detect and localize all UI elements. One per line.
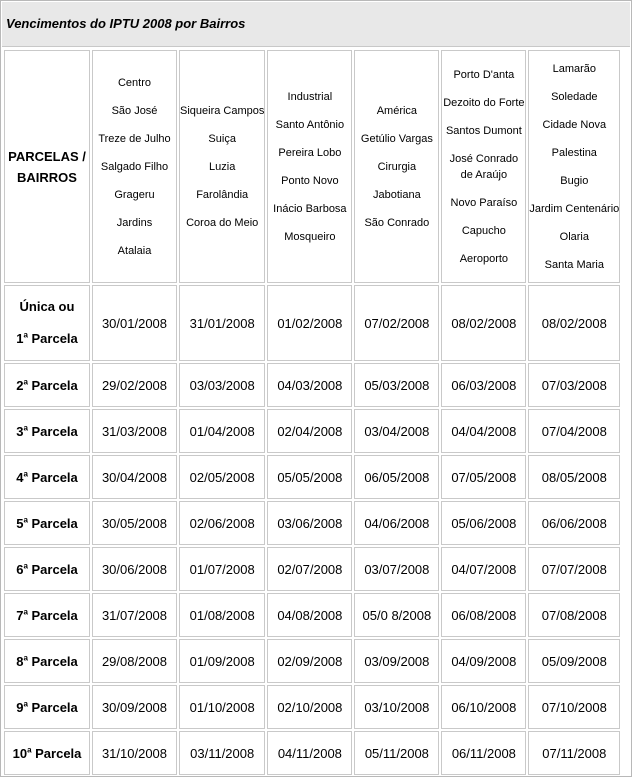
due-date-cell: 07/02/2008 xyxy=(354,285,439,361)
bairros-list xyxy=(268,83,351,251)
due-date-cell: 02/09/2008 xyxy=(267,639,352,683)
page-title: Vencimentos do IPTU 2008 por Bairros xyxy=(6,16,246,31)
due-date-cell: 05/05/2008 xyxy=(267,455,352,499)
parcela-label-cell xyxy=(4,501,90,545)
due-date-cell: 02/10/2008 xyxy=(267,685,352,729)
parcela-number: 2 xyxy=(16,377,24,393)
parcela-label-cell xyxy=(4,639,90,683)
parcela-label-cell xyxy=(4,285,90,361)
due-date-cell: 08/05/2008 xyxy=(528,455,620,499)
due-date-cell: 07/10/2008 xyxy=(528,685,620,729)
header-label-cell xyxy=(4,50,90,283)
bairro-name: Cirurgia xyxy=(377,160,417,173)
due-date-cell: 06/08/2008 xyxy=(441,593,526,637)
due-date-cell: 29/02/2008 xyxy=(92,363,177,407)
parcela-label xyxy=(5,746,89,761)
bairro-name: Getúlio Vargas xyxy=(360,132,433,145)
header-label: PARCELAS / BAIRROS xyxy=(8,148,86,185)
parcela-label xyxy=(5,516,89,531)
bairro-name: Industrial xyxy=(287,90,333,103)
bairro-name: Jabotiana xyxy=(373,188,421,201)
title-bar xyxy=(2,2,630,47)
bairros-list xyxy=(93,69,176,265)
bairro-name: Olaria xyxy=(559,230,589,243)
parcela-row xyxy=(4,685,620,729)
due-date-cell: 05/11/2008 xyxy=(354,731,439,775)
parcela-word: Parcela xyxy=(31,423,78,439)
due-date-cell: 30/01/2008 xyxy=(92,285,177,361)
parcela-word: Parcela xyxy=(31,561,78,577)
due-date-cell: 04/11/2008 xyxy=(267,731,352,775)
due-date-cell: 03/07/2008 xyxy=(354,547,439,591)
bairros-column-5 xyxy=(441,50,526,283)
parcela-row xyxy=(4,363,620,407)
due-date-cell: 29/08/2008 xyxy=(92,639,177,683)
parcela-row xyxy=(4,501,620,545)
parcela-label-cell xyxy=(4,593,90,637)
parcela-word: Parcela xyxy=(35,745,82,761)
parcela-ordinal: a xyxy=(23,469,28,479)
due-date-cell: 02/06/2008 xyxy=(179,501,265,545)
due-date-cell: 07/03/2008 xyxy=(528,363,620,407)
parcela-row xyxy=(4,547,620,591)
parcela-label-cell xyxy=(4,731,90,775)
header-row xyxy=(4,50,620,283)
parcela-number: 8 xyxy=(16,653,24,669)
parcela-word: Parcela xyxy=(31,377,78,393)
bairro-name: Coroa do Meio xyxy=(186,216,259,229)
due-date-cell: 31/10/2008 xyxy=(92,731,177,775)
bairro-name: José Conrado de Araújo xyxy=(449,152,519,181)
parcela-ordinal: a xyxy=(23,561,28,571)
bairro-name: Centro xyxy=(117,76,152,89)
due-date-cell: 03/11/2008 xyxy=(179,731,265,775)
bairros-list xyxy=(442,61,525,273)
parcela-number: 3 xyxy=(16,423,24,439)
parcela-ordinal: a xyxy=(23,330,28,340)
due-date-cell: 04/09/2008 xyxy=(441,639,526,683)
due-date-cell: 06/03/2008 xyxy=(441,363,526,407)
due-date-cell: 03/06/2008 xyxy=(267,501,352,545)
bairro-name: Santos Dumont xyxy=(445,124,522,137)
bairro-name: América xyxy=(376,104,418,117)
bairro-name: Treze de Julho xyxy=(98,132,171,145)
parcela-label-cell xyxy=(4,363,90,407)
bairros-list xyxy=(529,55,619,279)
parcela-label xyxy=(5,424,89,439)
bairros-column-1 xyxy=(92,50,177,283)
due-date-cell: 05/06/2008 xyxy=(441,501,526,545)
parcela-label-cell xyxy=(4,685,90,729)
due-date-cell: 01/09/2008 xyxy=(179,639,265,683)
due-date-cell: 05/09/2008 xyxy=(528,639,620,683)
bairro-name: Mosqueiro xyxy=(284,230,336,243)
parcela-label xyxy=(5,378,89,393)
due-date-cell: 01/02/2008 xyxy=(267,285,352,361)
bairro-name: Inácio Barbosa xyxy=(273,202,347,215)
bairro-name: Aeroporto xyxy=(459,252,509,265)
bairro-name: Salgado Filho xyxy=(100,160,169,173)
due-date-cell: 03/10/2008 xyxy=(354,685,439,729)
bairro-name: Dezoito do Forte xyxy=(443,96,525,109)
due-date-cell: 03/03/2008 xyxy=(179,363,265,407)
parcela-ordinal: a xyxy=(23,423,28,433)
bairros-column-4 xyxy=(354,50,439,283)
bairro-name: Cidade Nova xyxy=(542,118,607,131)
parcela-ordinal: a xyxy=(23,607,28,617)
due-date-cell: 31/03/2008 xyxy=(92,409,177,453)
bairro-name: Grageru xyxy=(114,188,155,201)
parcela-label-line1: Única ou xyxy=(19,299,75,314)
bairro-name: Farolândia xyxy=(196,188,249,201)
parcela-row xyxy=(4,285,620,361)
parcela-label xyxy=(5,291,89,355)
due-date-cell: 07/11/2008 xyxy=(528,731,620,775)
parcela-label-cell xyxy=(4,409,90,453)
bairros-column-6 xyxy=(528,50,620,283)
due-date-cell: 02/05/2008 xyxy=(179,455,265,499)
bairro-name: Pereira Lobo xyxy=(278,146,342,159)
parcela-ordinal: a xyxy=(23,377,28,387)
bairro-name: Palestina xyxy=(551,146,597,159)
parcela-number: 6 xyxy=(16,561,24,577)
due-date-cell: 30/04/2008 xyxy=(92,455,177,499)
parcela-row xyxy=(4,593,620,637)
due-date-cell: 05/0 8/2008 xyxy=(354,593,439,637)
parcela-number: 10 xyxy=(12,745,28,761)
due-date-cell: 03/09/2008 xyxy=(354,639,439,683)
bairro-name: Novo Paraíso xyxy=(450,196,518,209)
due-date-cell: 06/06/2008 xyxy=(528,501,620,545)
parcela-row xyxy=(4,455,620,499)
due-date-cell: 07/07/2008 xyxy=(528,547,620,591)
parcela-row xyxy=(4,409,620,453)
parcela-row xyxy=(4,731,620,775)
bairro-name: Ponto Novo xyxy=(281,174,339,187)
parcela-ordinal: a xyxy=(23,653,28,663)
due-date-cell: 30/06/2008 xyxy=(92,547,177,591)
due-date-cell: 02/04/2008 xyxy=(267,409,352,453)
parcela-word: Parcela xyxy=(31,469,78,485)
parcela-word: Parcela xyxy=(31,515,78,531)
due-date-cell: 07/08/2008 xyxy=(528,593,620,637)
bairro-name: Lamarão xyxy=(552,62,597,75)
parcela-ordinal: a xyxy=(27,745,32,755)
parcela-number: 1 xyxy=(16,331,24,346)
bairro-name: Porto D'anta xyxy=(453,68,515,81)
bairros-column-3 xyxy=(267,50,352,283)
due-date-cell: 01/04/2008 xyxy=(179,409,265,453)
bairro-name: Jardim Centenário xyxy=(529,202,620,215)
due-date-cell: 04/06/2008 xyxy=(354,501,439,545)
bairro-name: Suiça xyxy=(208,132,236,145)
due-date-cell: 30/05/2008 xyxy=(92,501,177,545)
parcela-word: Parcela xyxy=(31,331,78,346)
bairro-name: São José xyxy=(111,104,158,117)
parcela-label-cell xyxy=(4,455,90,499)
due-date-cell: 31/07/2008 xyxy=(92,593,177,637)
parcela-word: Parcela xyxy=(31,699,78,715)
parcela-label xyxy=(5,562,89,577)
due-date-cell: 30/09/2008 xyxy=(92,685,177,729)
bairro-name: Jardins xyxy=(116,216,153,229)
parcela-ordinal: a xyxy=(23,515,28,525)
due-date-cell: 04/03/2008 xyxy=(267,363,352,407)
parcela-word: Parcela xyxy=(31,653,78,669)
parcela-number: 9 xyxy=(16,699,24,715)
parcela-label xyxy=(5,608,89,623)
due-date-cell: 04/07/2008 xyxy=(441,547,526,591)
due-date-cell: 01/10/2008 xyxy=(179,685,265,729)
due-date-cell: 05/03/2008 xyxy=(354,363,439,407)
due-date-cell: 06/10/2008 xyxy=(441,685,526,729)
due-date-cell: 04/08/2008 xyxy=(267,593,352,637)
due-date-cell: 31/01/2008 xyxy=(179,285,265,361)
due-date-cell: 08/02/2008 xyxy=(528,285,620,361)
parcela-label xyxy=(5,654,89,669)
bairros-list xyxy=(180,97,264,237)
schedule-table xyxy=(2,48,622,777)
due-date-cell: 01/07/2008 xyxy=(179,547,265,591)
due-date-cell: 03/04/2008 xyxy=(354,409,439,453)
parcela-label xyxy=(5,700,89,715)
due-date-cell: 07/04/2008 xyxy=(528,409,620,453)
bairro-name: Soledade xyxy=(551,90,598,103)
bairros-column-2 xyxy=(179,50,265,283)
due-date-cell: 02/07/2008 xyxy=(267,547,352,591)
bairro-name: Atalaia xyxy=(117,244,152,257)
bairro-name: Luzia xyxy=(209,160,236,173)
due-date-cell: 06/11/2008 xyxy=(441,731,526,775)
bairro-name: Santo Antônio xyxy=(275,118,345,131)
parcela-label xyxy=(5,470,89,485)
parcela-label-line2 xyxy=(5,323,89,355)
bairro-name: Santa Maria xyxy=(544,258,604,271)
due-date-cell: 01/08/2008 xyxy=(179,593,265,637)
bairro-name: Siqueira Campos xyxy=(180,104,265,117)
parcela-label-cell xyxy=(4,547,90,591)
due-date-cell: 07/05/2008 xyxy=(441,455,526,499)
due-date-cell: 04/04/2008 xyxy=(441,409,526,453)
bairro-name: Bugio xyxy=(560,174,589,187)
parcela-number: 5 xyxy=(16,515,24,531)
parcela-number: 4 xyxy=(16,469,24,485)
bairro-name: São Conrado xyxy=(364,216,430,229)
parcela-ordinal: a xyxy=(23,699,28,709)
due-date-cell: 06/05/2008 xyxy=(354,455,439,499)
parcela-word: Parcela xyxy=(31,607,78,623)
due-date-cell: 08/02/2008 xyxy=(441,285,526,361)
bairro-name: Capucho xyxy=(461,224,506,237)
parcela-number: 7 xyxy=(16,607,24,623)
bairros-list xyxy=(355,97,438,237)
parcela-row xyxy=(4,639,620,683)
